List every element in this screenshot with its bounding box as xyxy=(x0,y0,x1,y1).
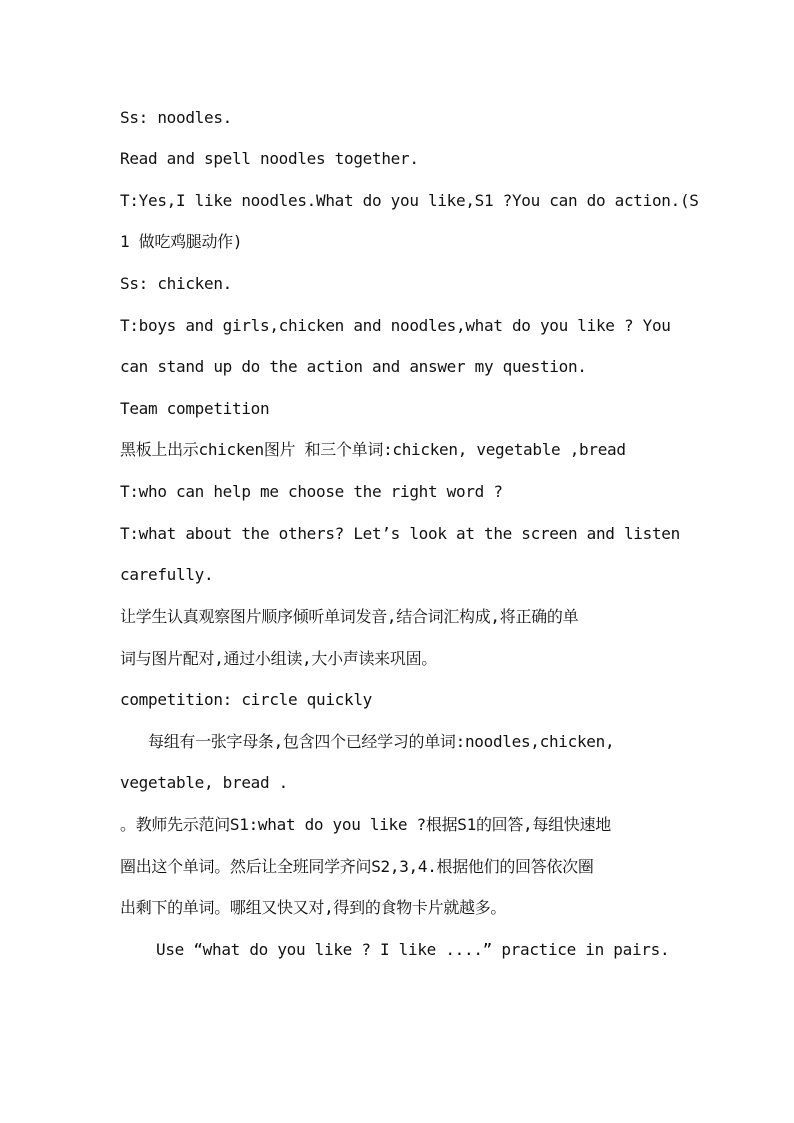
text-line: carefully. xyxy=(120,565,214,584)
text-line: can stand up do the action and answer my question. xyxy=(120,357,587,376)
text-line: 黑板上出示chicken图片 和三个单词:chicken, vegetable ,bread xyxy=(120,440,626,459)
text-line: T:what about the others? Let’s look at the screen and listen xyxy=(120,524,680,543)
text-line: T:who can help me choose the right word ? xyxy=(120,482,503,501)
text-line: T:boys and girls,chicken and noodles,what do you like ? You xyxy=(120,316,671,335)
text-line: 词与图片配对,通过小组读,大小声读来巩固。 xyxy=(120,649,437,668)
text-line: T:Yes,I like noodles.What do you like,S1 ?You can do action.(S xyxy=(120,191,699,210)
text-line: 出剩下的单词。哪组又快又对,得到的食物卡片就越多。 xyxy=(120,898,507,917)
text-line: 让学生认真观察图片顺序倾听单词发音,结合词汇构成,将正确的单 xyxy=(120,607,579,626)
text-line: Ss: noodles. xyxy=(120,108,232,127)
text-line: 。教师先示范问S1:what do you like ?根据S1的回答,每组快速地 xyxy=(120,815,611,834)
text-line: vegetable, bread . xyxy=(120,773,288,792)
text-line: Use “what do you like ? I like ....” practice in pairs. xyxy=(156,940,670,959)
section-heading: competition: circle quickly xyxy=(120,690,372,709)
section-heading: Team competition xyxy=(120,399,270,418)
text-line: 每组有一张字母条,包含四个已经学习的单词:noodles,chicken, xyxy=(148,732,615,751)
text-line: 圈出这个单词。然后让全班同学齐问S2,3,4.根据他们的回答依次圈 xyxy=(120,857,594,876)
text-line: Read and spell noodles together. xyxy=(120,149,419,168)
text-line: Ss: chicken. xyxy=(120,274,232,293)
text-line: 1 做吃鸡腿动作) xyxy=(120,232,243,251)
